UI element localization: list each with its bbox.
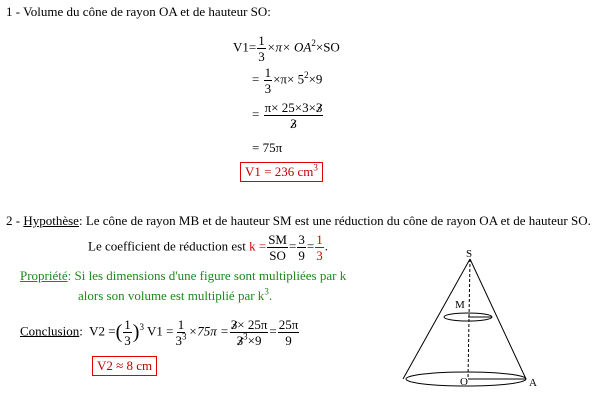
cone-left-edge	[403, 259, 470, 379]
conclusion-line: Conclusion: V2 =( $\frac{1}{3}$ )$^3$ V1 = $\frac{1}{3^3}$ ×75π = $\frac{3\times 25\pi}{3^3\times 9}$ = $\frac{25\pi}{9}$	[20, 317, 299, 348]
property-line-1: Propriété: Si les dimensions d'une figure sont multipliées par k	[20, 268, 347, 283]
formula-line-3: = $\frac{\pi\times 25\times 3\times 3}{3}$	[252, 100, 323, 131]
formula-line-2: = $\frac{1}{3}$ $\times\pi\times 5^2\times 9$	[252, 65, 323, 96]
formula-line-4: = 75π	[252, 140, 283, 155]
part1-heading: 1 - Volume du cône de rayon OA et de hauteur SO:	[6, 4, 271, 19]
cone-figure	[400, 245, 600, 409]
hypothesis-line: 2 - Hypothèse: Le cône de rayon MB et de hauteur SM est une réduction du cône de rayon OA et de hauteur SO.	[6, 213, 591, 228]
cone-right-edge	[470, 259, 526, 379]
label-m: M	[455, 299, 465, 311]
result-box-v2: V2 ≈ 8 cm	[92, 356, 157, 376]
cone-height-line	[468, 259, 470, 379]
result-box-v1: V1 = 236 $cm^3$	[240, 162, 323, 182]
label-a: A	[529, 377, 537, 389]
coefficient-line: Le coefficient de réduction est k = $\frac{SM}{SO}$ = $\frac{3}{9}$ = $\frac{1}{3}$ .	[88, 232, 328, 263]
property-line-2: alors son volume est multiplié par $k^3$.	[78, 286, 273, 303]
formula-line-1: V1= $\frac{1}{3}$ $\times\pi\times OA^2\times SO$	[233, 33, 340, 64]
label-o: O	[460, 376, 468, 388]
label-s: S	[466, 248, 473, 260]
